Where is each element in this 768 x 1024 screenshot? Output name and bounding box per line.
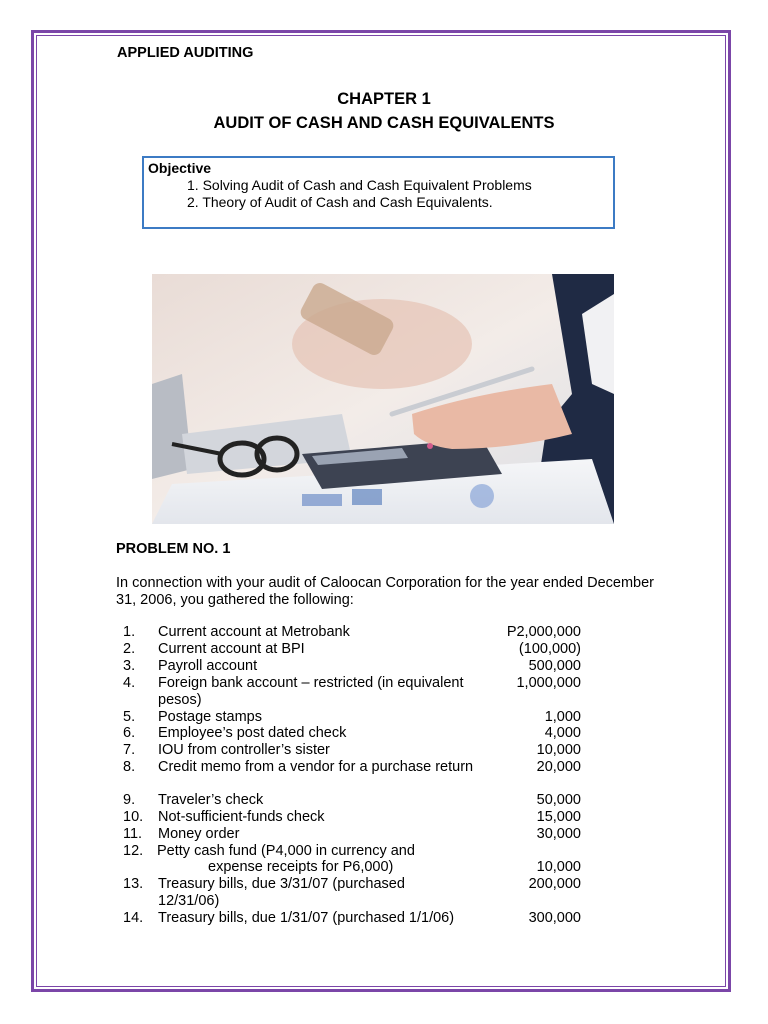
item-number: 7. [123,742,136,758]
item-description: Treasury bills, due 1/31/07 (purchased 1/1/06) [158,910,455,926]
item-amount: 1,000,000 [516,675,581,691]
item-description: Current account at Metrobank [158,624,350,640]
item-amount: P2,000,000 [506,624,581,640]
item-description: Foreign bank account – restricted (in equivalent pesos) [158,675,464,708]
item-number: 5. [123,709,136,725]
item-description: Current account at BPI [158,641,305,657]
item-amount: 200,000 [528,876,581,892]
item-amount: 500,000 [528,658,581,674]
item-description: Treasury bills, due 3/31/07 (purchased 12/31/06) [158,876,405,909]
course-title: APPLIED AUDITING [117,45,254,61]
item-amount: 15,000 [536,809,581,825]
item-description: IOU from controller’s sister [158,742,330,758]
item-amount: 30,000 [536,826,581,842]
item-number: 13. [123,876,144,892]
item-description: Credit memo from a vendor for a purchase return [158,759,474,775]
item-description: Money order [158,826,240,842]
item-description: Not-sufficient-funds check [158,809,325,825]
item-number: 14. [123,910,144,926]
chapter-number: CHAPTER 1 [337,90,431,108]
item-number: 12. [123,843,144,859]
item-number: 8. [123,759,136,775]
item-amount: 50,000 [536,792,581,808]
item-number: 2. [123,641,136,657]
accounting-photo [152,274,614,524]
item-amount: 300,000 [528,910,581,926]
item-description: expense receipts for P6,000) [208,859,394,875]
item-number: 9. [123,792,136,808]
objective-item: 1. Solving Audit of Cash and Cash Equivalent Problems [187,177,532,193]
item-description: Postage stamps [158,709,262,725]
objective-item: 2. Theory of Audit of Cash and Cash Equivalents. [187,194,493,210]
item-amount: 1,000 [544,709,581,725]
item-description: Employee’s post dated check [158,725,347,741]
item-description: Petty cash fund (P4,000 in currency and [157,843,415,859]
item-amount: 10,000 [536,742,581,758]
objective-box [142,156,615,229]
objective-heading: Objective [148,160,212,176]
item-number: 3. [123,658,136,674]
item-description: Payroll account [158,658,258,674]
item-number: 4. [123,675,136,691]
chapter-title: AUDIT OF CASH AND CASH EQUIVALENTS [213,114,555,132]
item-description: Traveler’s check [158,792,264,808]
item-number: 11. [123,826,143,842]
item-amount: 4,000 [544,725,581,741]
problem-heading: PROBLEM NO. 1 [116,541,231,557]
problem-intro: In connection with your audit of Caloocan Corporation for the year ended December 31, 2006, you gathered the following: [116,575,654,608]
item-amount: 10,000 [536,859,581,875]
item-amount: 20,000 [536,759,581,775]
item-number: 10. [123,809,144,825]
item-number: 6. [123,725,136,741]
item-amount: (100,000) [518,641,581,657]
item-number: 1. [123,624,136,640]
